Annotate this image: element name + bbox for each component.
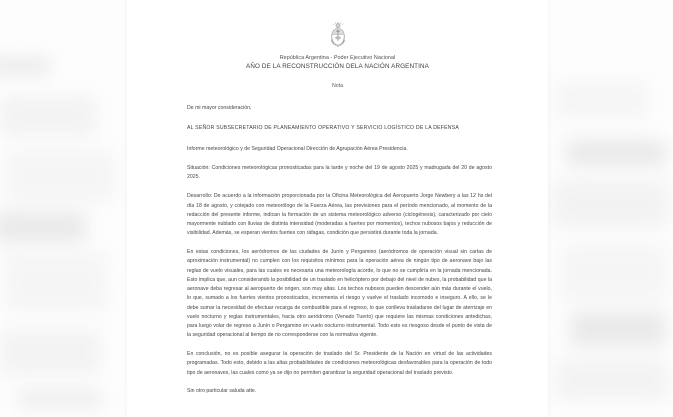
background-smudge [0, 212, 86, 242]
background-smudge [0, 96, 96, 136]
background-smudge [0, 330, 100, 374]
background-smudge [556, 360, 668, 400]
document-kind-label: Nota [332, 83, 343, 89]
background-smudge [6, 150, 116, 202]
background-smudge [560, 244, 668, 300]
letterhead-line-2: AÑO DE LA RECONSTRUCCIÓN DELA NACIÓN ARGENTINA [246, 63, 429, 70]
background-smudge [566, 140, 666, 166]
argentina-coat-of-arms-icon [325, 21, 351, 50]
addressee-paragraph: AL SEÑOR SUBSECRETARIO DE PLANEAMIENTO OPERATIVO Y SERVICIO LOGÍSTICO DE LA DEFENSA [187, 125, 460, 132]
situacion-paragraph: Situación: Condiciones meteorológicas pronosticadas para la tarde y noche del 19 de agosto 2025 y madrugada del 20 de agosto 2025. [187, 164, 492, 180]
background-smudge [0, 58, 50, 74]
letterhead [127, 0, 548, 90]
conclusion-paragraph: En conclusión, no es posible asegurar la operación de traslado del Sr. Presidente de la Nación en virtud de las actividades programadas. Todo esto, debido a las altas probabilidades de condiciones meteorológicas desfavorables para la operación de todo tipo de aeronaves, las cuales como ya se dijo no permiten garantizar la seguridad operacional del traslado previsto. [187, 351, 492, 376]
letterhead-line-1: República Argentina - Poder Ejecutivo Nacional [279, 55, 396, 61]
background-smudge [570, 312, 666, 346]
background-smudge [18, 392, 102, 406]
salutation-paragraph: De mi mayor consideración, [187, 105, 252, 111]
condiciones-paragraph: En estas condiciones, los aeródromos de las ciudades de Junín y Pergamino (aeródromos de operación visual sin cartas de aproximación instrumental) no cumplen con los requisitos mínimos para la operación aérea de ningún tipo de aeronave bajo las reglas de vuelo visuales, para las cuales es necesaria una meteorología acorde, lo que no se cumpliría en la jornada mencionada. Esto implica que, aun considerando la posibilidad de un traslado en helicóptero por debajo del nivel de nubes, la probabilidad que la aeronave deba regresar al aeropuerto de origen, son muy altas. Los techos nubosos pueden descender aún más durante el vuelo, lo que, sumado a los fuertes vientos pronosticados, incrementa el riesgo y vuelve el traslado incomodo e inseguro. A ello, se le debe sumar la necesidad de efectuar recarga de combustible para el regreso, lo que conlleva trasladarse del lugar de aterrizaje en vuelo nocturno y reglas instrumentales, hacia otro aeródromo (Venado Tuerto) que requiere las mismas condiciones antedichas, para luego volar de regreso a Junín o Pergamino en vuelo nocturno instrumental. Todo esto es riesgoso desde el punto de vista de la seguridad operacional al tiempo de no corresponderse con la normativa vigente. [187, 249, 492, 339]
closing-paragraph: Sin otro particular saluda atte. [187, 388, 257, 395]
desarrollo-paragraph: Desarrollo: De acuerdo a la información proporcionada por la Oficina Meteorológica del Aeropuerto Jorge Newbery a las 12 hs del día 18 de agosto, y cotejado con meteorólogo de la Fuerza Aérea, las previsiones para el período mencionado, al momento de la redacción del presente informe, indican la formación de un sistema meteorológico adverso (ciclogénesis), caracterizado por cielo mayormente nublado con lluvias de distinta intensidad (moderadas a fuertes por momentos), techos nubosos bajos y reducción de visibilidad. Además, se esperan vientos fuertes con ráfagas, condición que persistirá durante toda la jornada. [187, 193, 492, 237]
subject-paragraph: Informe meteorológico y de Seguridad Operacional Dirección de Agrupación Aérea Presidencia. [187, 145, 408, 152]
letter-body [187, 90, 492, 397]
background-smudge [552, 180, 668, 228]
background-smudge [556, 82, 648, 118]
background-smudge [4, 252, 108, 312]
document-page [127, 0, 548, 417]
